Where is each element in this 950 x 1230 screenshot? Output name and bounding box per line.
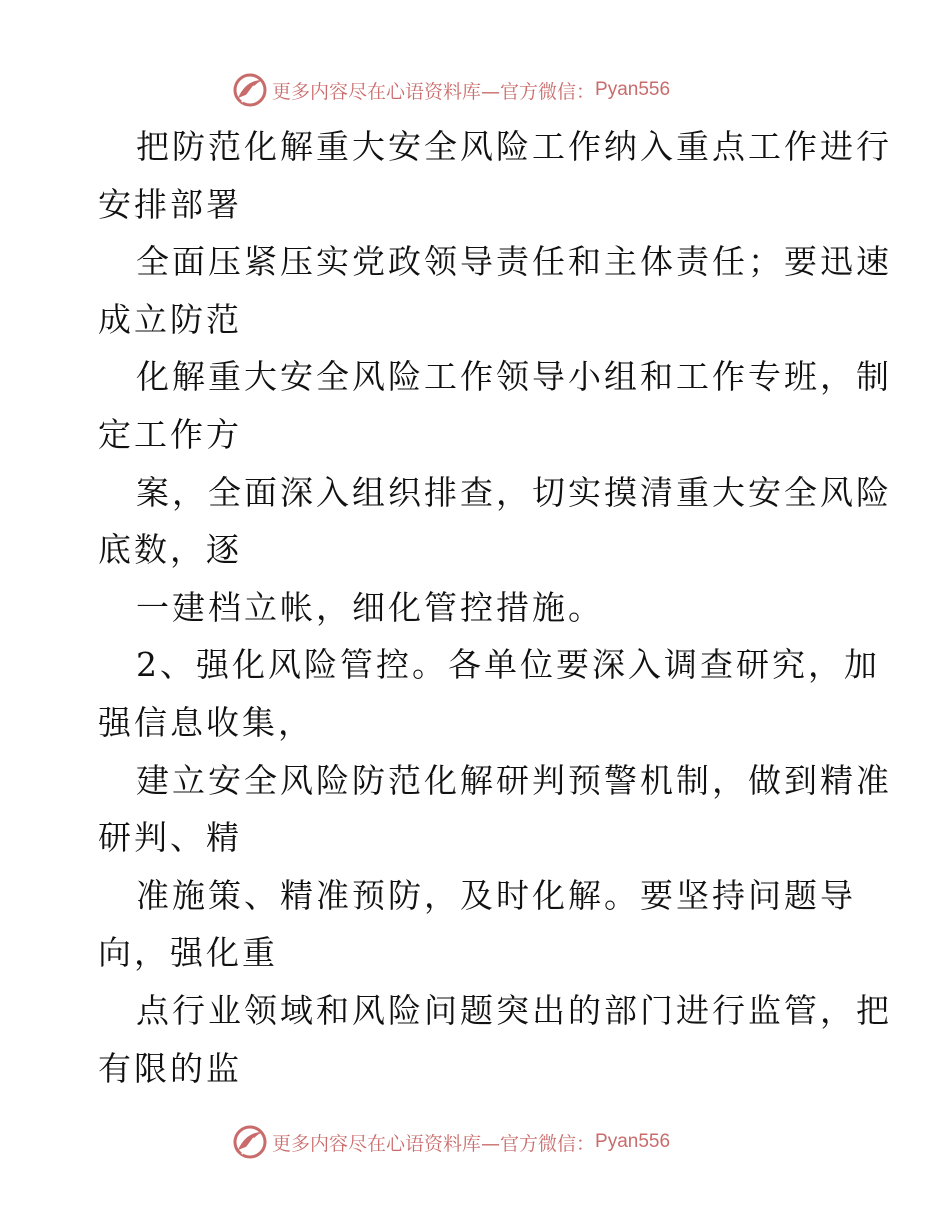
text-line: 定工作方 [98,414,242,454]
pen-logo-icon [232,72,268,108]
text-line: 成立防范 [98,299,242,339]
text-line: 强信息收集， [98,702,314,742]
text-line: 案，全面深入组织排查，切实摸清重大安全风险 [136,472,892,512]
text-line: 一建档立帐，细化管控措施。 [136,587,604,627]
footer-watermark [232,1124,752,1160]
text-line: 点行业领域和风险问题突出的部门进行监管，把 [136,990,892,1030]
text-line: 化解重大安全风险工作领导小组和工作专班，制 [136,357,892,397]
pen-logo-icon [232,1124,268,1160]
watermark-text: 更多内容尽在心语资料库—官方微信： [272,1132,596,1155]
text-line: 有限的监 [98,1048,242,1088]
text-line: 安排部署 [98,184,242,224]
text-line: 把防范化解重大安全风险工作纳入重点工作进行 [136,127,892,166]
text-line: 准施策、精准预防，及时化解。要坚持问题导 [136,875,856,915]
text-line: 建立安全风险防范化解研判预警机制，做到精准 [136,760,892,800]
watermark-wechat-id: Pyan556 [595,1131,671,1152]
watermark-text: 更多内容尽在心语资料库—官方微信： [272,80,596,103]
text-line: 2、强化风险管控。各单位要深入调查研究，加 [136,645,880,685]
watermark-wechat-id: Pyan556 [595,79,671,100]
text-line: 全面压紧压实党政领导责任和主体责任；要迅速 [136,242,892,282]
header-watermark [232,72,752,108]
text-line: 研判、精 [98,818,242,858]
document-body [98,118,892,1097]
text-line: 向，强化重 [98,933,278,973]
text-line: 底数，逐 [98,530,242,570]
